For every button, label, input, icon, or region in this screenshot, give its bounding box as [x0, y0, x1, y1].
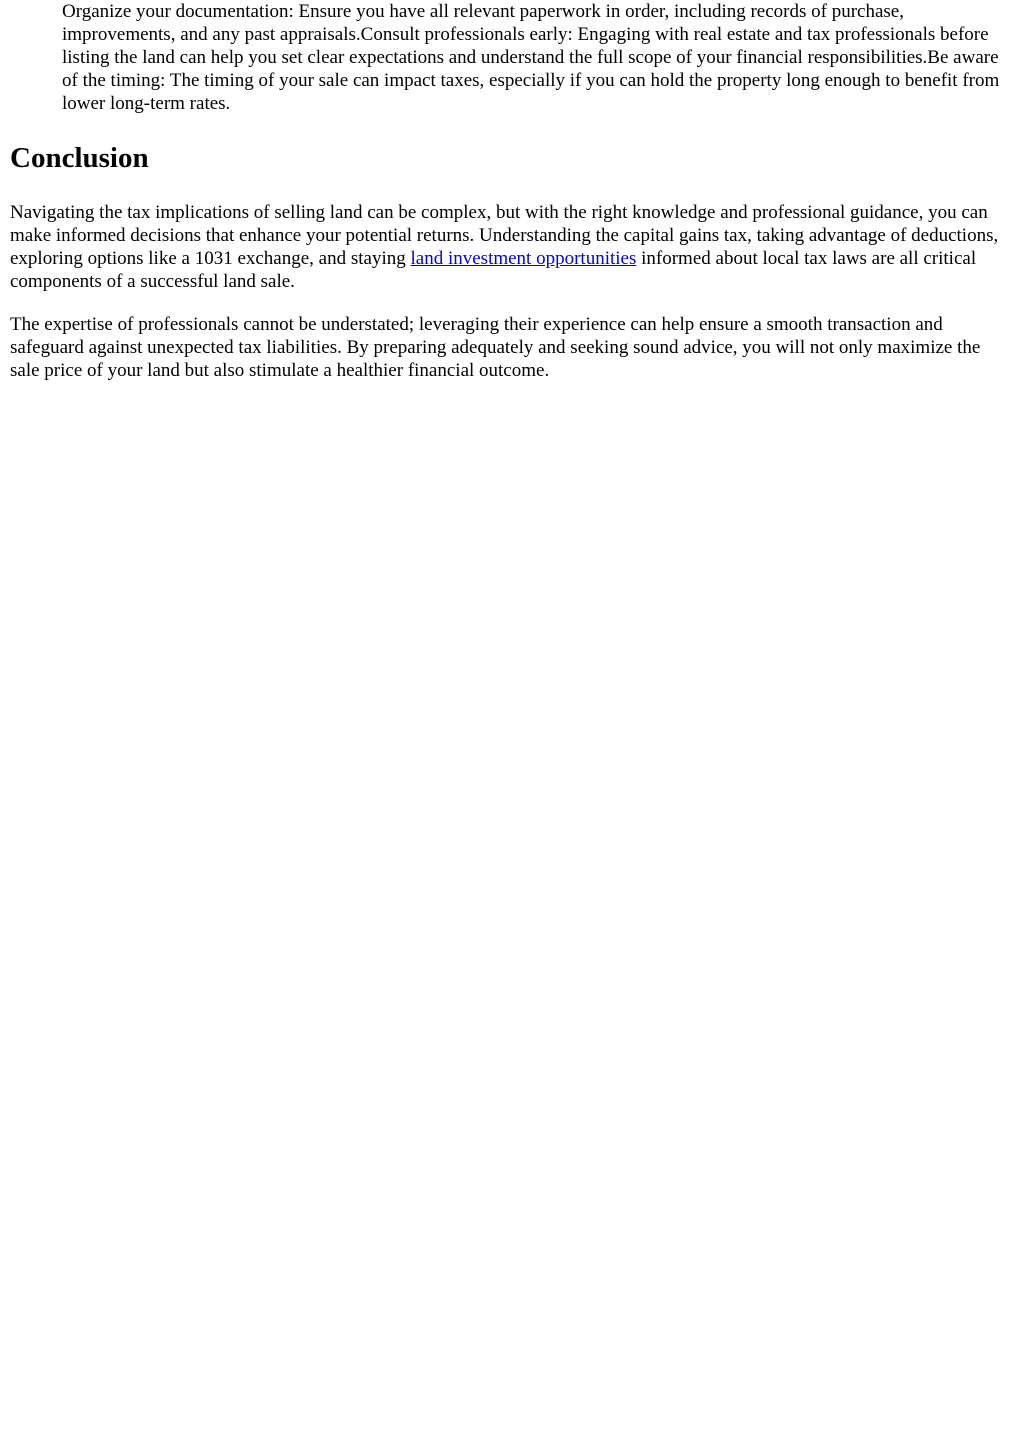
tips-paragraph: Organize your documentation: Ensure you have all relevant paperwork in order, including records of purchase, improvements, and any past appraisals.Consult professionals early: Engaging with real estate and tax professionals before listing the land can help you set clear expectations and understand the full scope of your financial responsibilities.Be aware of the timing: The timing of your sale can impact taxes, especially if you can hold the property long enough to benefit from lower long-term rates. [62, 1, 1000, 114]
article-content [10, 0, 1014, 382]
conclusion-paragraph-1-text-before: Navigating the tax implications of selling land can be complex, but with the right knowledge and professional guidance, you can make informed decisions that enhance your potential returns. Understanding the capital gains tax, taking advantage of deductions, exploring options like a 1031 exchange, and staying [10, 202, 999, 269]
conclusion-paragraph-1-text-after: informed about local tax laws are all critical components of a successful land sale. [10, 248, 977, 292]
conclusion-heading: Conclusion [10, 142, 149, 174]
land-investment-link[interactable]: land investment opportunities [410, 248, 637, 269]
conclusion-paragraph-1 [10, 201, 1010, 293]
conclusion-paragraph-2: The expertise of professionals cannot be understated; leveraging their experience can help ensure a smooth transaction and safeguard against unexpected tax liabilities. By preparing adequately and seeking sound advice, you will not only maximize the sale price of your land but also stimulate a healthier financial outcome. [10, 314, 981, 381]
